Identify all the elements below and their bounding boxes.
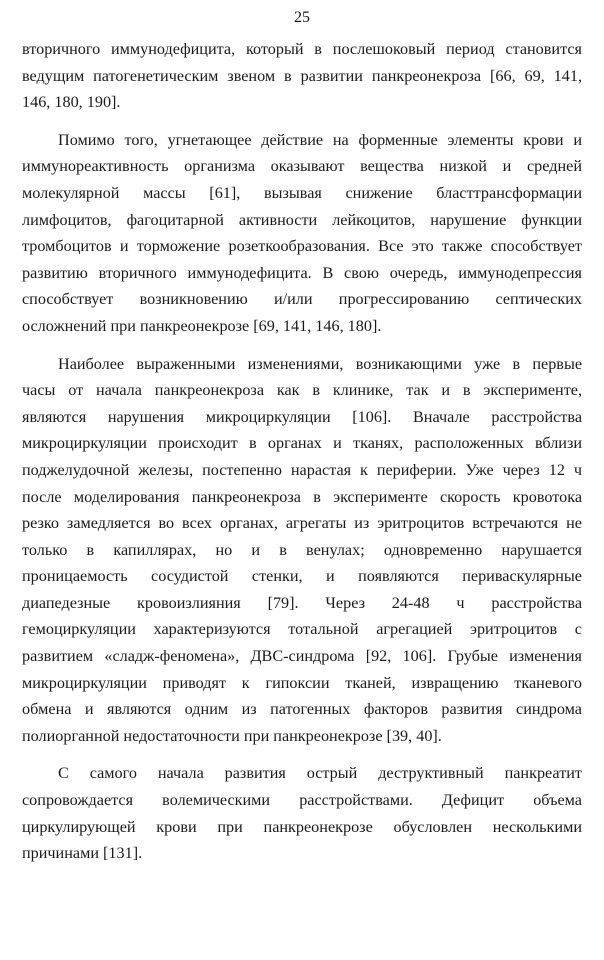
text-line: являются нарушения микроциркуляции [106]. Вначале расстройства xyxy=(22,407,582,426)
paragraph-2 xyxy=(22,127,582,340)
text-line: поджелудочной железы, постепенно нарастая к периферии. Уже через 12 ч xyxy=(22,460,582,479)
text-line: лимфоцитов, фагоцитарной активности лейкоцитов, нарушение функции xyxy=(22,210,582,229)
text-line: только в капиллярах, но и в венулах; одновременно нарушается xyxy=(22,540,582,559)
paragraph-1 xyxy=(22,36,582,116)
text-line: вторичного иммунодефицита, который в послешоковый период становится xyxy=(22,40,582,58)
paragraph-3 xyxy=(22,351,582,750)
paragraph-4 xyxy=(22,760,582,866)
text-line: гемоциркуляции характеризуются тотальной агрегацией эритроцитов с xyxy=(22,620,582,639)
text-line: С самого начала развития острый деструктивный панкреатит xyxy=(58,764,582,783)
text-line: тромбоцитов и торможение розеткообразования. Все это также способствует xyxy=(22,237,582,256)
text-line: Помимо того, угнетающее действие на форменные элементы крови и xyxy=(58,130,582,149)
text-line: проницаемость сосудистой стенки, и появляются периваскулярные xyxy=(22,567,582,586)
text-line: ведущим патогенетическим звеном в развитии панкреонекроза [66, 69, 141, xyxy=(22,66,582,85)
text-line: микроциркуляции приводят к гипоксии тканей, извращению тканевого xyxy=(22,673,582,692)
text-line: 146, 180, 190]. xyxy=(22,93,121,112)
text-line: причинами [131]. xyxy=(22,844,143,863)
text-line: резко замедляется во всех органах, агрегаты из эритроцитов встречаются не xyxy=(22,514,582,533)
text-line: сопровождается волемическими расстройствами. Дефицит объема xyxy=(22,791,582,810)
text-line: микроциркуляции происходит в органах и тканях, расположенных вблизи xyxy=(22,434,582,453)
page-number: 25 xyxy=(294,9,310,26)
text-line: циркулирующей крови при панкреонекрозе обусловлен несколькими xyxy=(22,817,582,836)
text-line: часы от начала панкреонекроза как в клинике, так и в эксперименте, xyxy=(22,381,582,400)
text-line: обмена и являются одним из патогенных факторов развития синдрома xyxy=(22,700,582,719)
body-text xyxy=(22,36,582,867)
text-line: молекулярной массы [61], вызывая снижение бласттрансформации xyxy=(22,183,582,202)
text-line: развитием «сладж-феномена», ДВС-синдрома [92, 106]. Грубые изменения xyxy=(22,647,582,666)
text-line: способствует возникновению и/или прогрессированию септических xyxy=(22,290,582,309)
text-line: Наиболее выраженными изменениями, возникающими уже в первые xyxy=(58,354,582,373)
text-line: диапедезные кровоизлияния [79]. Через 24-48 ч расстройства xyxy=(22,593,582,612)
text-line: развитию вторичного иммунодефицита. В свою очередь, иммунодепрессия xyxy=(22,263,582,282)
text-line: после моделирования панкреонекроза в эксперименте скорость кровотока xyxy=(22,487,582,506)
text-line: осложнений при панкреонекрозе [69, 141, 146, 180]. xyxy=(22,316,382,335)
text-line: иммунореактивность организма оказывают вещества низкой и средней xyxy=(22,157,582,176)
text-line: полиорганной недостаточности при панкреонекрозе [39, 40]. xyxy=(22,726,442,745)
